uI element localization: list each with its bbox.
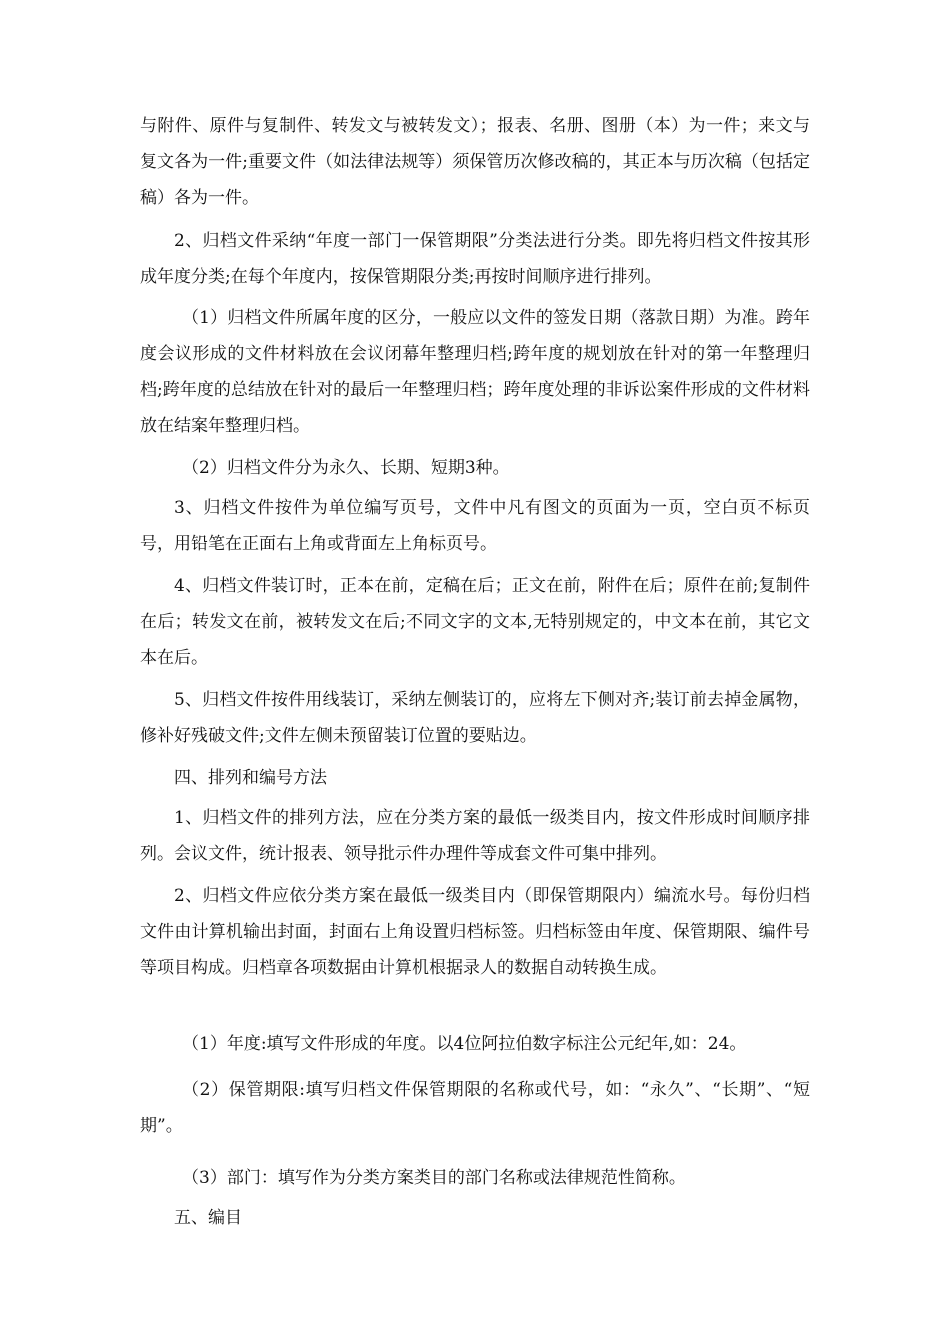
paragraph-block [140, 1072, 810, 1144]
paragraph-block [140, 223, 810, 295]
paragraph: 与附件、原件与复制件、转发文与被转发文）；报表、名册、图册（本）为一件；来文与复文各为一件;重要文件（如法律法规等）须保管历次修改稿的，其正本与历次稿（包括定稿）各为一件。 [140, 116, 810, 208]
paragraph: 3、归档文件按件为单位编写页号，文件中凡有图文的页面为一页，空白页不标页号，用铅笔在正面右上角或背面左上角标页号。 [140, 498, 810, 554]
paragraph-block [140, 568, 810, 676]
paragraph: 5、归档文件按件用线装订，采纳左侧装订的，应将左下侧对齐;装订前去掉金属物，修补好残破文件;文件左侧未预留装订位置的要贴边。 [140, 690, 810, 746]
paragraph: （1）归档文件所属年度的区分，一般应以文件的签发日期（落款日期）为准。跨年度会议形成的文件材料放在会议闭幕年整理归档;跨年度的规划放在针对的第一年整理归档;跨年度的总结放在针对的最后一年整理归档；跨年度处理的非诉讼案件形成的文件材料放在结案年整理归档。 [140, 308, 810, 436]
paragraph: （2）归档文件分为永久、长期、短期3种。 [182, 458, 510, 478]
paragraph: 4、归档文件装订时，正本在前，定稿在后；正文在前，附件在后；原件在前;复制件在后；转发文在前，被转发文在后;不同文字的文本,无特别规定的，中文本在前，其它文本在后。 [140, 576, 810, 668]
heading: 四、排列和编号方法 [174, 768, 327, 788]
paragraph-block [140, 1160, 810, 1196]
paragraph-block [140, 490, 810, 562]
paragraph: 1、归档文件的排列方法，应在分类方案的最低一级类目内，按文件形成时间顺序排列。会议文件，统计报表、领导批示件办理件等成套文件可集中排列。 [140, 808, 810, 864]
paragraph-block [140, 878, 810, 986]
paragraph-block [140, 450, 810, 486]
paragraph: （3）部门：填写作为分类方案类目的部门名称或法律规范性简称。 [182, 1168, 686, 1188]
paragraph-continuation [140, 108, 810, 216]
paragraph-block [140, 1026, 810, 1062]
paragraph: 2、归档文件应依分类方案在最低一级类目内（即保管期限内）编流水号。每份归档文件由计算机输出封面，封面右上角设置归档标签。归档标签由年度、保管期限、编件号等项目构成。归档章各项数据由计算机根据录人的数据自动转换生成。 [140, 886, 810, 978]
paragraph-block [140, 300, 810, 444]
section-heading [140, 760, 810, 796]
paragraph-block [140, 682, 810, 754]
section-heading [140, 1200, 810, 1236]
paragraph-block [140, 800, 810, 872]
paragraph: （1）年度:填写文件形成的年度。以4位阿拉伯数字标注公元纪年,如：24。 [182, 1034, 747, 1054]
heading: 五、编目 [174, 1208, 242, 1228]
paragraph: （2）保管期限:填写归档文件保管期限的名称或代号，如：“永久”、“长期”、“短期”。 [140, 1080, 810, 1136]
paragraph: 2、归档文件采纳“年度一部门一保管期限”分类法进行分类。即先将归档文件按其形成年度分类;在每个年度内，按保管期限分类;再按时间顺序进行排列。 [140, 231, 810, 287]
